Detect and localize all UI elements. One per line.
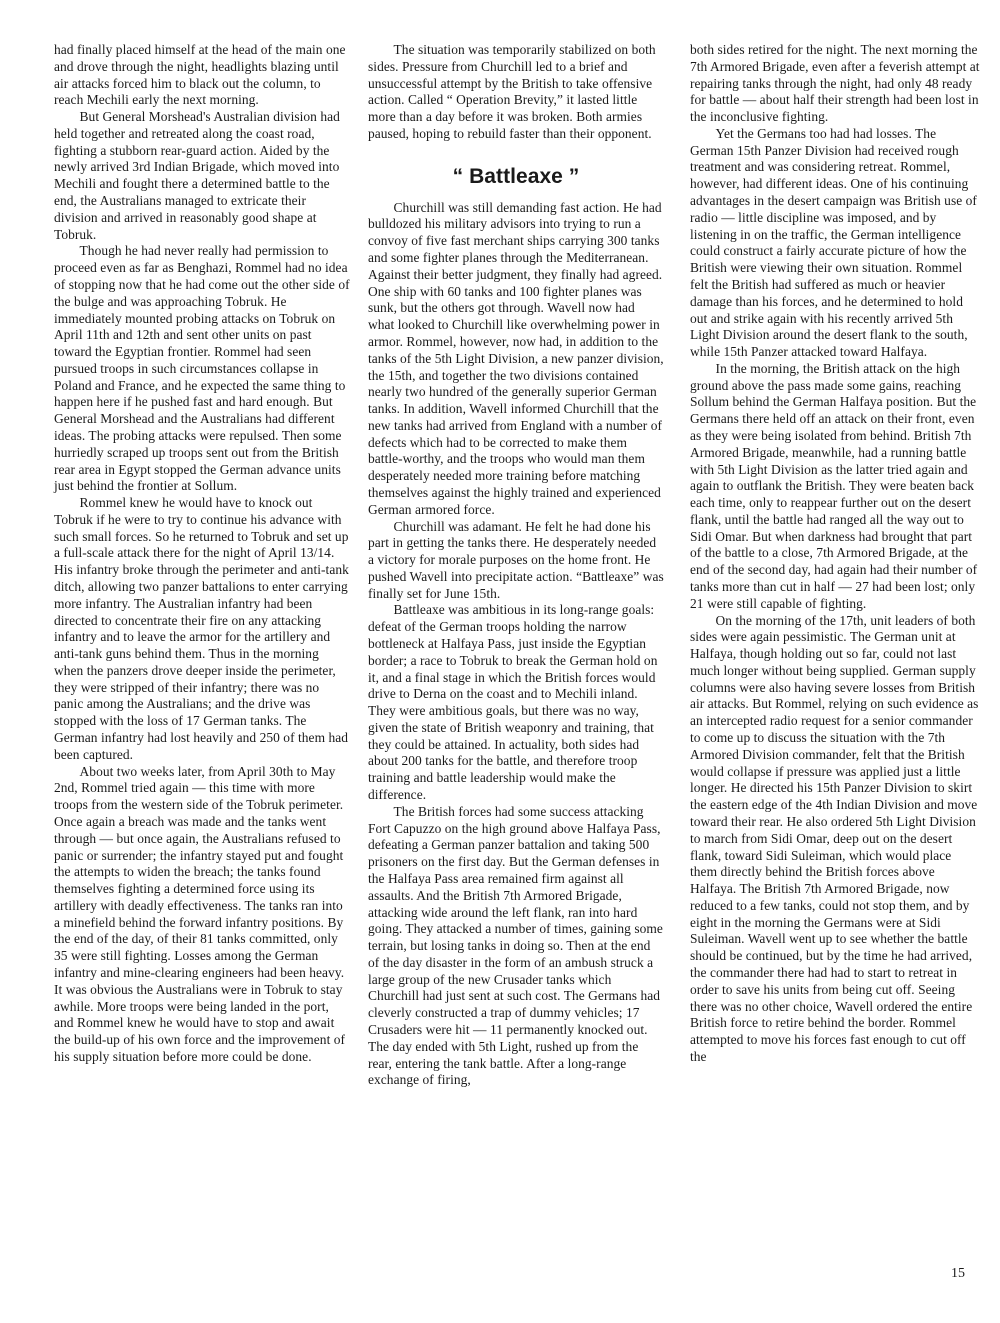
paragraph: Though he had never really had permission to proceed even as far as Benghazi, Rommel had no idea of stopping now that he had come out the other side of the bulge and was approaching Tobruk. He immediately mounted probing attacks on Tobruk on April 11th and 12th and sent other units on past toward the Egyptian frontier. Rommel had seen pursued troops in such circumstances collapse in Poland and France, and he expected the same thing to happen here if he pushed fast and hard enough. But General Morshead and the Australians had different ideas. The probing attacks were repulsed. Then some hurriedly scraped up troops sent out from the British rear area in Egypt stopped the German advance units just behind the frontier at Sollum.: [54, 243, 350, 494]
page-number: 15: [951, 1266, 965, 1281]
paragraph: Yet the Germans too had had losses. The German 15th Panzer Division had received rough treatment and was considering retreat. Rommel, however, had different ideas. One of his continuing advantages in the desert campaign was British use of radio — little discipline was imposed, and by listening in on the traffic, the German intelligence could construct a fairly accurate picture of how the British were viewing their own situation. Rommel felt the British had suffered as much or heavier damage than his forces, and he determined to hold out and strike again with his recently arrived 5th Light Division around the desert flank to the south, while 15th Panzer attacked toward Halfaya.: [690, 125, 977, 360]
text-column-right: [690, 42, 980, 1066]
paragraph: Rommel knew he would have to knock out Tobruk if he were to try to continue his advance with such small forces. So he returned to Tobruk and set up a full-scale attack there for the night of April 13/14. His infantry broke through the perimeter and anti-tank ditch, allowing two panzer battalions to enter carrying more infantry. The Australian infantry had been directed to concentrate their fire on any attacking infantry and to leave the armor for the artillery and anti-tank guns behind them. Thus in the morning when the panzers drove deeper inside the perimeter, they were stripped of their infantry; there was no panic among the Australians; and the drive was stopped with the loss of 17 German tanks. The German infantry had lost heavily and 250 of them had been captured.: [54, 495, 349, 762]
paragraph: Churchill was still demanding fast action. He had bulldozed his military advisors into trying to run a convoy of five fast merchant ships carrying 300 tanks and some fighter planes through the Mediterranean. Against their better judgment, they finally had agreed. One ship with 60 tanks and 100 fighter planes was sunk, but the others got through. Wavell now had what looked to Churchill like overwhelming power in armor. Rommel, however, now had, in addition to the tanks of the 5th Light Division, a new panzer division, the 15th, and together the two divisions contained nearly two hundred of the generally superior German tanks. In addition, Wavell informed Churchill that the new tanks had arrived from England with a number of defects which had to be corrected to make them battle-worthy, and the troops who would man them desperately needed more training before matching themselves against the highly trained and experienced German armored force.: [368, 199, 664, 517]
paragraph: The British forces had some success attacking Fort Capuzzo on the high ground above Halfaya Pass, defeating a German panzer battalion and taking 500 prisoners on the first day. But the German defenses in the Halfaya Pass area remained firm against all assaults. And the British 7th Armored Brigade, attacking wide around the left flank, ran into hard going. They attacked a number of times, gaining some terrain, but losing tanks in doing so. Then at the end of the day disaster in the form of an ambush struck a large group of the new Crusader tanks which Churchill had just sent at such cost. The Germans had cleverly constructed a trap of dummy vehicles; 17 Crusaders were hit — 11 permanently knocked out. The day ended with 5th Light, rushed up from the rear, entering the tank battle. After a long-range exchange of firing,: [368, 803, 663, 1088]
paragraph: But General Morshead's Australian division had held together and retreated along the coast road, fighting a stubborn rear-guard action. Aided by the newly arrived 3rd Indian Brigade, which moved into Mechili and fought there a determined battle to the end, the Australians managed to extricate their division and arrived in reasonably good shape at Tobruk.: [54, 109, 340, 242]
paragraph: About two weeks later, from April 30th to May 2nd, Rommel tried again — this time with more troops from the western side of the Tobruk perimeter. Once again a breach was made and the tanks went through — but once again, the Australians refused to panic or surrender; the infantry stayed put and fought the attempts to widen the breach; the tanks found themselves fighting a determined force using its artillery with deadly effectiveness. The tanks ran into a minefield behind the forward infantry positions. By the end of the day, of their 81 tanks committed, only 35 were still fighting. Losses among the German infantry and mine-clearing engineers had been heavy. It was obvious the Australians were in Tobruk to stay awhile. More troops were being landed in the port, and Rommel knew he would have to stop and await the build-up of his own force and the improvement of his supply situation before more could be done.: [54, 763, 346, 1064]
text-column-middle: [368, 42, 664, 1089]
paragraph: In the morning, the British attack on the high ground above the pass made some gains, reaching Sollum behind the German Halfaya position. But the Germans there held off an attack on their front, even as they were being isolated from behind. British 7th Armored Brigade, meanwhile, had a running battle with 5th Light Division as the latter tried again and again to outflank the British. They were beaten back each time, only to reappear further out on the desert flank, until the battle had ranged all the way out to Sidi Omar. But when darkness had brought that part of the battle to a close, 7th Armored Brigade, at the end of the second day, had again had their number of tanks more than cut in half — 27 had been lost; only 21 were still capable of fighting.: [690, 360, 978, 611]
paragraph: Battleaxe was ambitious in its long-range goals: defeat of the German troops holding the narrow bottleneck at Halfaya Pass, just inside the Egyptian border; a race to Tobruk to break the German hold on it, and a final stage in which the British forces would drive to Derna on the coast and to Mechili inland. They were ambitious goals, but there was no way, given the state of British weaponry and training, that they could be attained. In actuality, both sides had about 200 tanks for the battle, and therefore troop training and battle leadership would make the difference.: [368, 602, 658, 803]
paragraph: had finally placed himself at the head of the main one and drove through the night, headlights blazing until air attacks forced him to black out the column, to reach Mechili early the next morning.: [54, 42, 346, 108]
paragraph: Churchill was adamant. He felt he had done his part in getting the tanks there. He desperately needed a victory for morale purposes on the home front. He pushed Wavell into precipitate action. “Battleaxe” was finally set for June 15th.: [368, 518, 664, 601]
paragraph: both sides retired for the night. The next morning the 7th Armored Brigade, even after a feverish attempt at repairing tanks through the night, had only 48 ready for battle — about half their strength had been lost in the inconclusive fighting.: [690, 42, 980, 125]
paragraph: On the morning of the 17th, unit leaders of both sides were again pessimistic. The German unit at Halfaya, though holding out so far, could not last much longer without being supplied. German supply columns were also having severe losses from British air attacks. But Rommel, relying on such evidence as an intercepted radio request for a senior commander to come up to discuss the situation with the 7th Armored Division commander, felt that the British would collapse if pressure was applied just a little longer. He directed his 15th Panzer Division to skirt the eastern edge of the 4th Indian Division and move toward their rear. He also ordered 5th Light Division to march from Sidi Omar, deep out on the desert flank, toward Sidi Suleiman, which would place them directly behind the British forces above Halfaya. The British 7th Armored Brigade, now reduced to a few tanks, could not stop them, and by eight in the morning the Germans were at Sidi Suleiman. Wavell went up to see whether the battle should be continued, but by the time he had arrived, the commander there had had to start to retreat in order to save his units from being cut off. Seeing there was no other choice, Wavell ordered the entire British force to retire behind the border. Rommel attempted to move his forces fast enough to cut off the: [690, 612, 979, 1064]
paragraph: The situation was temporarily stabilized on both sides. Pressure from Churchill led to a brief and unsuccessful attempt by the British to take offensive action. Called “ Operation Brevity,” it lasted little more than a day before it was broken. Both armies paused, hoping to rebuild faster than their opponent.: [368, 42, 656, 141]
text-column-left: [54, 42, 350, 1066]
section-heading: “ Battleaxe ”: [452, 164, 580, 188]
